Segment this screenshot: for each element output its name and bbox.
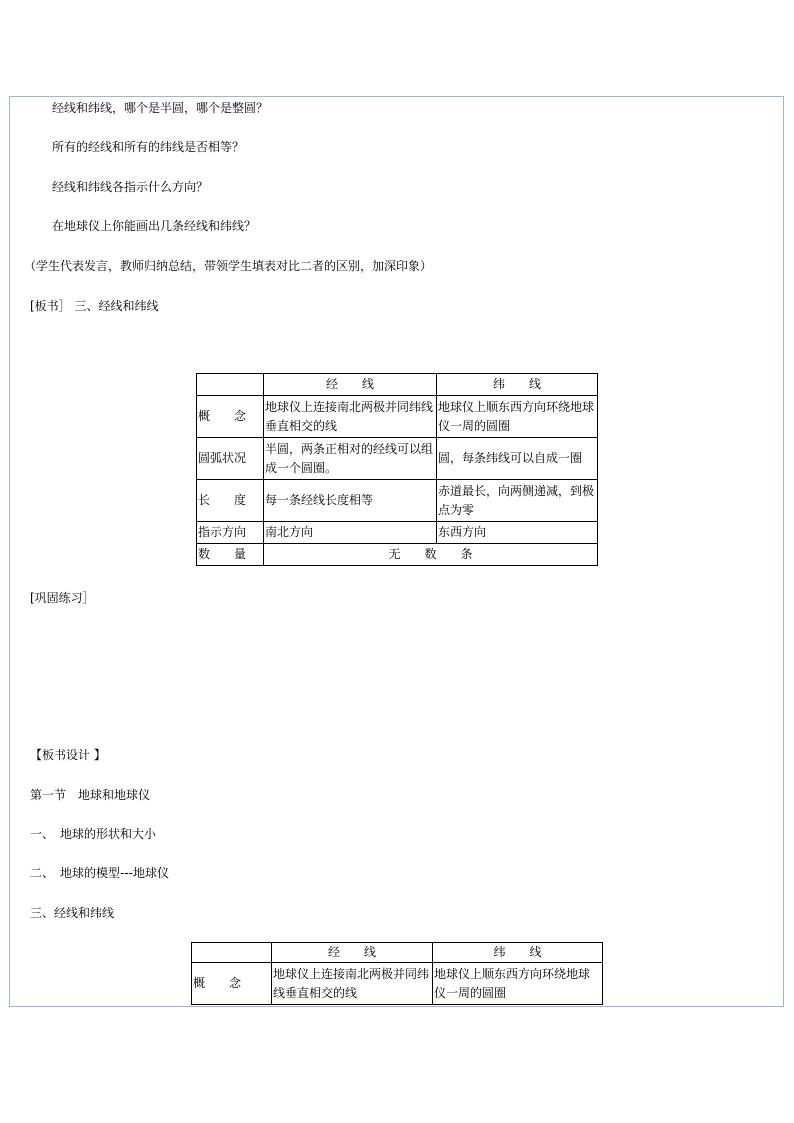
parallel-cell: 地球仪上顺东西方向环绕地球仪一周的圆圈 xyxy=(437,396,598,438)
outline-item: 一、 地球的形状和大小 xyxy=(30,827,157,841)
table-header-meridian: 经 线 xyxy=(264,374,437,396)
row-label: 数 量 xyxy=(197,544,264,566)
question-1: 经线和纬线，哪个是半圆，哪个是整圆？ xyxy=(52,101,269,115)
parallel-cell: 地球仪上顺东西方向环绕地球仪一周的圆圈 xyxy=(433,963,603,1005)
table-header-parallel: 纬 线 xyxy=(437,374,598,396)
design-heading: 【板书设计 】 xyxy=(30,748,106,762)
parallel-cell: 东西方向 xyxy=(437,522,598,544)
outline-item: 第一节 地球和地球仪 xyxy=(30,788,151,802)
outline-item: 二、 地球的模型---地球仪 xyxy=(30,866,169,880)
question-3: 经线和纬线各指示什么方向？ xyxy=(52,180,209,194)
table-row xyxy=(197,438,598,480)
table-header-row xyxy=(192,943,603,963)
meridian-cell: 每一条经线长度相等 xyxy=(264,480,437,522)
table-header-parallel: 纬 线 xyxy=(433,943,603,963)
comparison-table xyxy=(196,373,598,566)
student-note: （学生代表发言，教师归纳总结，带领学生填表对比二者的区别，加深印象） xyxy=(24,259,433,273)
table-header-cell xyxy=(192,943,272,963)
row-label: 长 度 xyxy=(197,480,264,522)
comparison-table-2 xyxy=(191,942,603,1005)
table-row xyxy=(197,522,598,544)
meridian-cell: 南北方向 xyxy=(264,522,437,544)
parallel-cell: 赤道最长，向两侧递减，到极点为零 xyxy=(437,480,598,522)
meridian-cell: 地球仪上连接南北两极并同纬线垂直相交的线 xyxy=(264,396,437,438)
question-4: 在地球仪上你能画出几条经线和纬线？ xyxy=(52,219,257,233)
row-label: 概 念 xyxy=(192,963,272,1005)
table-row xyxy=(197,544,598,566)
table-row xyxy=(197,480,598,522)
meridian-cell: 半圆，两条正相对的经线可以组成一个圆圈。 xyxy=(264,438,437,480)
row-label: 概 念 xyxy=(197,396,264,438)
outline-item: 三、经线和纬线 xyxy=(30,906,115,920)
practice-heading: [巩固练习］ xyxy=(30,591,95,605)
board-heading: [板书］ 三、经线和纬线 xyxy=(30,299,159,313)
meridian-cell: 地球仪上连接南北两极并同纬线垂直相交的线 xyxy=(272,963,433,1005)
table-row xyxy=(197,396,598,438)
parallel-cell: 圆，每条纬线可以自成一圈 xyxy=(437,438,598,480)
row-label: 指示方向 xyxy=(197,522,264,544)
count-cell: 无 数 条 xyxy=(264,544,598,566)
row-label: 圆弧状况 xyxy=(197,438,264,480)
table-header-meridian: 经 线 xyxy=(272,943,433,963)
table-header-row xyxy=(197,374,598,396)
question-2: 所有的经线和所有的纬线是否相等？ xyxy=(52,140,245,154)
table-header-cell xyxy=(197,374,264,396)
table-row xyxy=(192,963,603,1005)
